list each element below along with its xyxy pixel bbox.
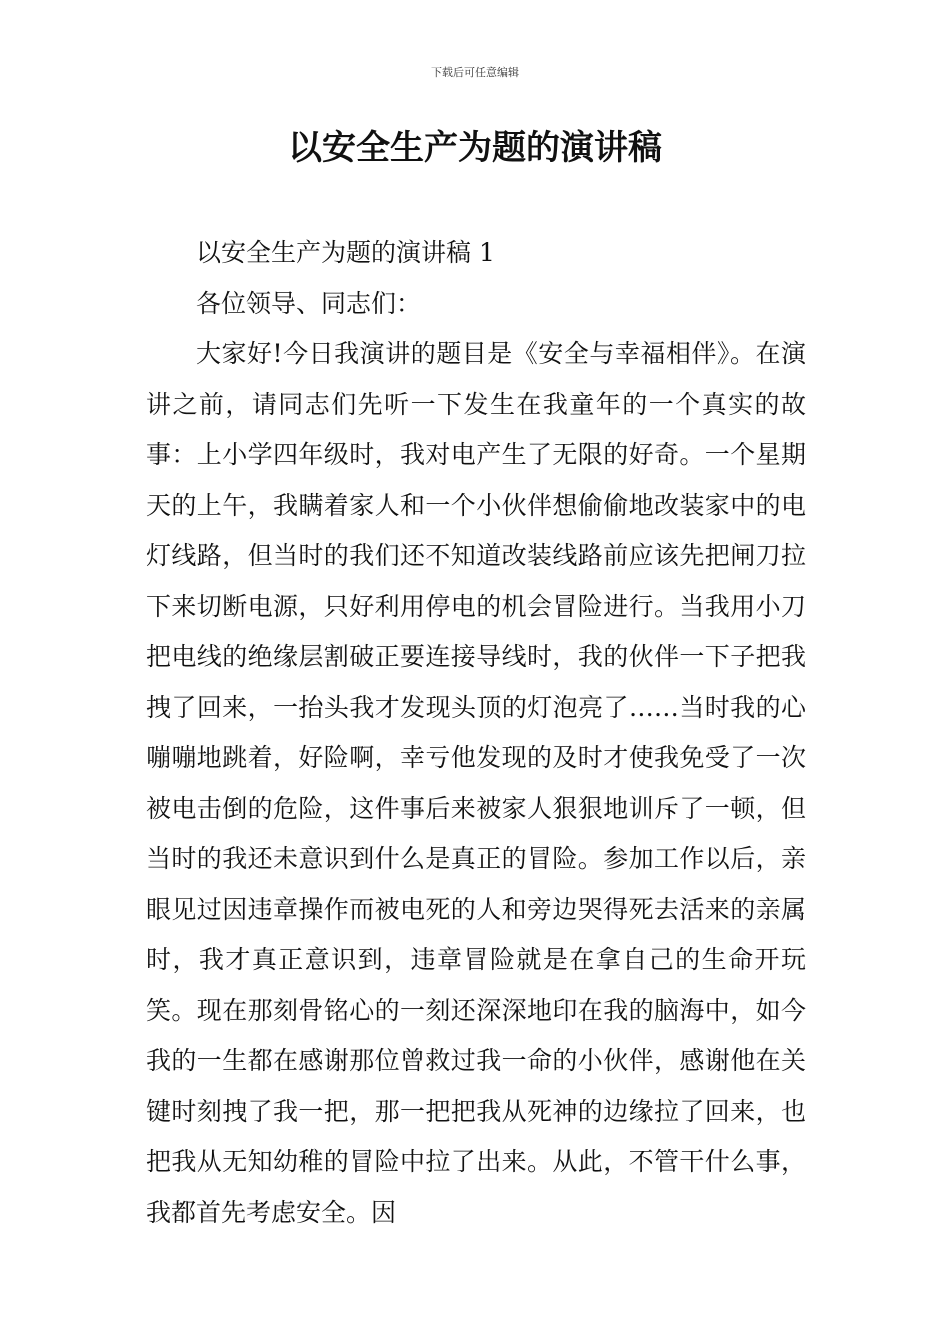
salutation-paragraph: 各位领导、同志们： — [196, 288, 422, 318]
document-title: 以安全生产为题的演讲稿 — [288, 128, 662, 168]
subtitle-paragraph: 以安全生产为题的演讲稿 1 — [196, 238, 495, 267]
document-body — [146, 228, 806, 1238]
header-note: 下载后可任意编辑 — [431, 66, 519, 79]
body-paragraph: 大家好!今日我演讲的题目是《安全与幸福相伴》。在演讲之前，请同志们先听一下发生在我童年的一个真实的故事：上小学四年级时，我对电产生了无限的好奇。一个星期天的上午，我瞒着家人和一个小伙伴想偷偷地改装家中的电灯线路，但当时的我们还不知道改装线路前应该先把闸刀拉下来切断电源，只好利用停电的机会冒险进行。当我用小刀把电线的绝缘层割破正要连接导线时，我的伙伴一下子把我拽了回来，一抬头我才发现头顶的灯泡亮了……当时我的心嘣嘣地跳着，好险啊，幸亏他发现的及时才使我免受了一次被电击倒的危险，这件事后来被家人狠狠地训斥了一顿，但当时的我还未意识到什么是真正的冒险。参加工作以后，亲眼见过因违章操作而被电死的人和旁边哭得死去活来的亲属时，我才真正意识到，违章冒险就是在拿自己的生命开玩笑。现在那刻骨铭心的一刻还深深地印在我的脑海中，如今我的一生都在感谢那位曾救过我一命的小伙伴，感谢他在关键时刻拽了我一把，那一把把我从死神的边缘拉了回来，也把我从无知幼稚的冒险中拉了出来。从此，不管干什么事，我都首先考虑安全。因 — [146, 339, 806, 1227]
